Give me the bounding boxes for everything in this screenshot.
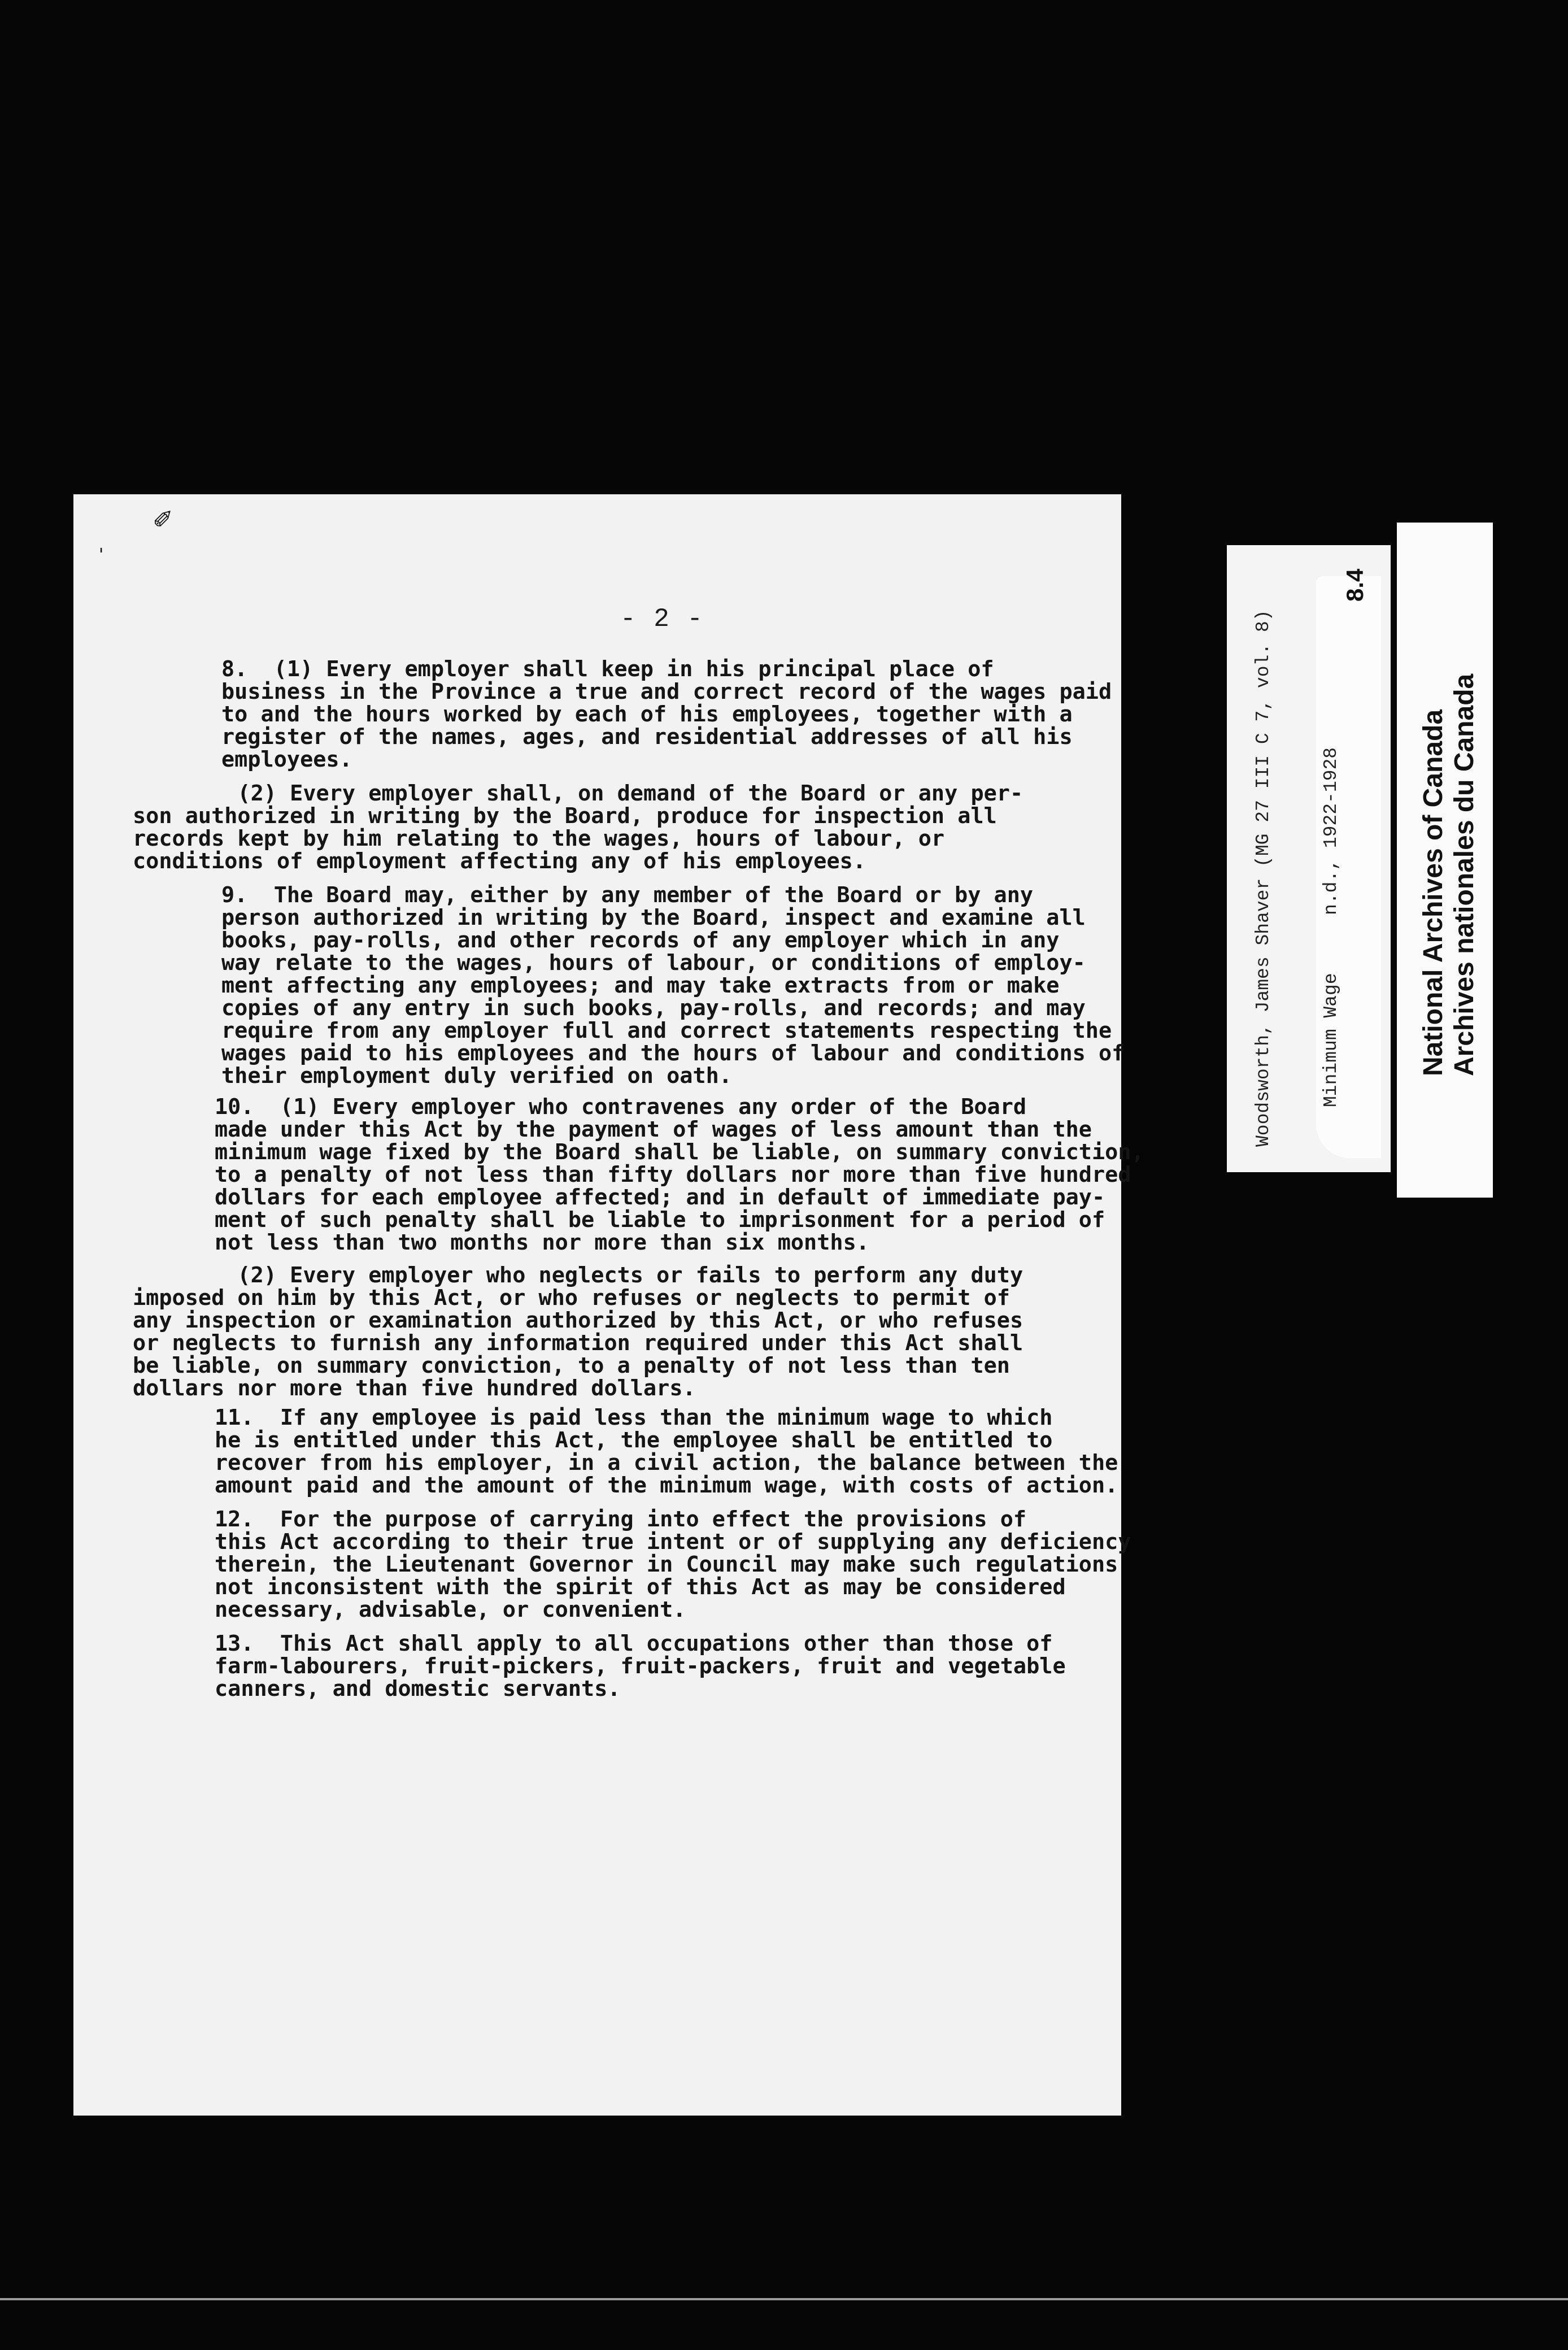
section-12: 12. For the purpose of carrying into effect the provisions of this Act according to their true intent or of supplying any deficiency therein, the Lieutenant Governor in Council may make such regulations not inconsistent with the spirit of this Act as may be considered necessary, advisable, or convenient. xyxy=(215,1507,1131,1622)
section-13: 13. This Act shall apply to all occupations other than those of farm-labourers, fruit-pickers, fruit-packers, fruit and vegetable canners, and domestic servants. xyxy=(215,1631,1066,1701)
file-stub-collection: Woodsworth, James Shaver (MG 27 III C 7, vol. 8) xyxy=(1253,610,1274,1147)
section-11: 11. If any employee is paid less than the minimum wage to which he is entitled under this Act, the employee shall be entitled to recover from his employer, in a civil action, the balance between the amount paid and the amount of the minimum wage, with costs of action. xyxy=(215,1405,1118,1498)
file-stub-dates: n.d., 1922-1928 xyxy=(1321,747,1341,915)
scan-divider xyxy=(0,2298,1568,2300)
margin-mark: ✐ xyxy=(153,506,173,534)
margin-mark: ' xyxy=(99,545,104,565)
archive-label-line1: National Archives of Canada xyxy=(1418,709,1448,1076)
section-10-2: (2) Every employer who neglects or fails to perform any duty imposed on him by this Act, or who refuses or neglects to permit of any inspection or examination authorized by this Act, or who refuses or neglects to furnish any information required under this Act shall be liable, on summary conviction, to a penalty of not less than ten dollars nor more than five hundred dollars. xyxy=(133,1263,1023,1401)
section-8-2: (2) Every employer shall, on demand of the Board or any per- son authorized in writing by the Board, produce for inspection all records kept by him relating to the wages, hours of labour, or conditions of employment affecting any of his employees. xyxy=(133,781,1023,874)
archive-label-line2: Archives nationales du Canada xyxy=(1449,673,1479,1076)
file-stub-number: 8.4 xyxy=(1341,568,1368,602)
document-page xyxy=(73,494,1144,2116)
page-number: - 2 - xyxy=(620,604,704,634)
section-8-1: 8. (1) Every employer shall keep in his principal place of business in the Province a true and correct record of the wages paid to and the hours worked by each of his employees, together with a register of the names, ages, and residential addresses of all his employees. xyxy=(221,656,1112,772)
section-9: 9. The Board may, either by any member of the Board or by any person authorized in writing by the Board, inspect and examine all books, pay-rolls, and other records of any employer which in any way relate to the wages, hours of labour, or conditions of employ- ment affecting any employees; and may take extracts from or make copies of any entry in such books, pay-rolls, and records; and may require from any employer full and correct statements respecting the wages paid to his employees and the hours of labour and conditions of their employment duly verified on oath. xyxy=(221,882,1125,1089)
section-10-1: 10. (1) Every employer who contravenes any order of the Board made under this Act by the payment of wages of less amount than the minimum wage fixed by the Board shall be liable, on summary conviction, to a penalty of not less than fifty dollars nor more than five hundred dollars for each employee affected; and in default of immediate pay- ment of such penalty shall be liable to imprisonment for a period of not less than two months nor more than six months. xyxy=(215,1094,1144,1255)
file-stub-subject: Minimum Wage xyxy=(1321,973,1341,1107)
